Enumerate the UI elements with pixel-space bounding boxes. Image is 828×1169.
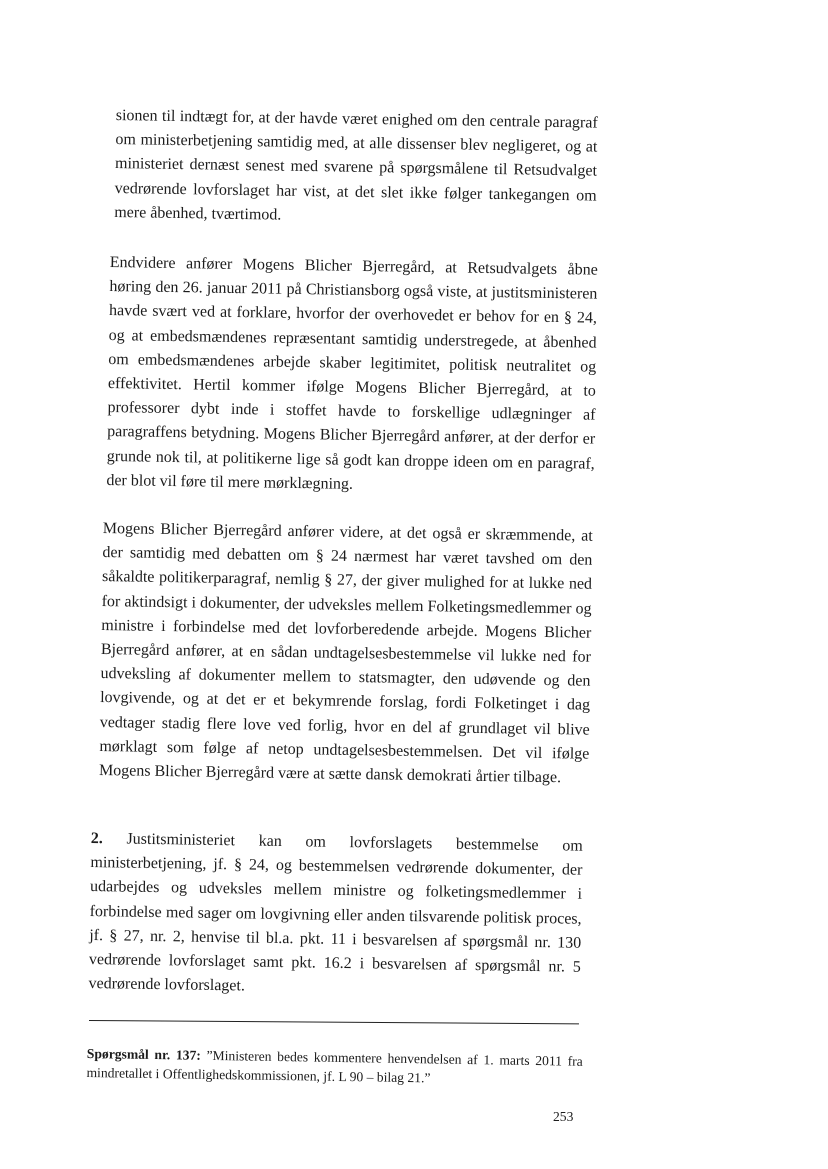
footnote-label: Spørgsmål nr. 137: [86, 1045, 201, 1063]
paragraph-number: 2. [90, 829, 103, 848]
paragraph-3: Mogens Blicher Bjerregård anfører videre, at det også er skræmmende, at der samtidig med debatten om § 24 nærmest har været tavshed om den såkaldte politikerparagraf, nemlig § 27, der giver mulighed for at lukke ned for aktindsigt i dokumenter, der udveksles mellem Folketingsmedlemmer og ministre i forbindelse med det lovforberedende arbejde. Mogens Blicher Bjerregård anfører, at en sådan undtagelsesbestemmelse vil lukke ned for udveksling af dokumenter mellem to statsmagter, den udøvende og den lovgivende, og at det er et bekymrende forslag, fordi Folketinget i dag vedtager stadig flere love ved forlig, hvor en del af grundlaget vil blive mørklagt som følge af netop undtagelsesbestemmelsen. Det vil ifølge Mogens Blicher Bjerregård være at sætte dansk demokrati årtier tilbage. [98, 519, 593, 787]
paragraph-4-text: Justitsministeriet kan om lovforslagets bestemmelse om ministerbetjening, jf. § 24, og bestemmelsen vedrørende dokumenter, der udarbejdes og udveksles mellem ministre og folketingsmedlemmer i forbindelse med sager om lovgivning eller anden tilsvarende politisk proces, jf. § 27, nr. 2, henvise til bl.a. pkt. 11 i besvarelsen af spørgsmål nr. 130 vedrørende lovforslaget samt pkt. 16.2 i besvarelsen af spørgsmål nr. 5 vedrørende lovforslaget. [88, 830, 583, 995]
paragraph-4 [88, 827, 583, 1004]
page-number: 253 [553, 1109, 574, 1124]
footnote [86, 1044, 583, 1090]
footnote-divider [89, 1020, 579, 1024]
paragraph-1: sionen til indtægt for, at der havde været enighed om den centrale paragraf om ministerbetjening samtidig med, at alle dissenser blev negligeret, og at ministeriet dernæst senest med svarene på spørgsmålene til Retsudvalget vedrørende lovforslaget har vist, at det slet ikke følger tankegangen om mere åbenhed, tværtimod. [114, 106, 598, 224]
paragraph-2: Endvidere anfører Mogens Blicher Bjerregård, at Retsudvalgets åbne høring den 26. januar 2011 på Christiansborg også viste, at justitsministeren havde svært ved at forklare, hvorfor der overhovedet er behov for en § 24, og at embedsmændenes repræsentant samtidig understregede, at åbenhed om embedsmændenes arbejde skaber legitimitet, politisk neutralitet og effektivitet. Hertil kommer ifølge Mogens Blicher Bjerregård, at to professorer dybt inde i stoffet havde to forskellige udlægninger af paragraffens betydning. Mogens Blicher Bjerregård anfører, at der derfor er grunde nok til, at politikerne lige så godt kan droppe ideen om en paragraf, der blot vil føre til mere mørklægning. [106, 253, 598, 493]
footnote-text: ”Ministeren bedes kommentere henvendelsen af 1. marts 2011 fra mindretallet i Offentlighedskommissionen, jf. L 90 – bilag 21.” [86, 1047, 583, 1086]
